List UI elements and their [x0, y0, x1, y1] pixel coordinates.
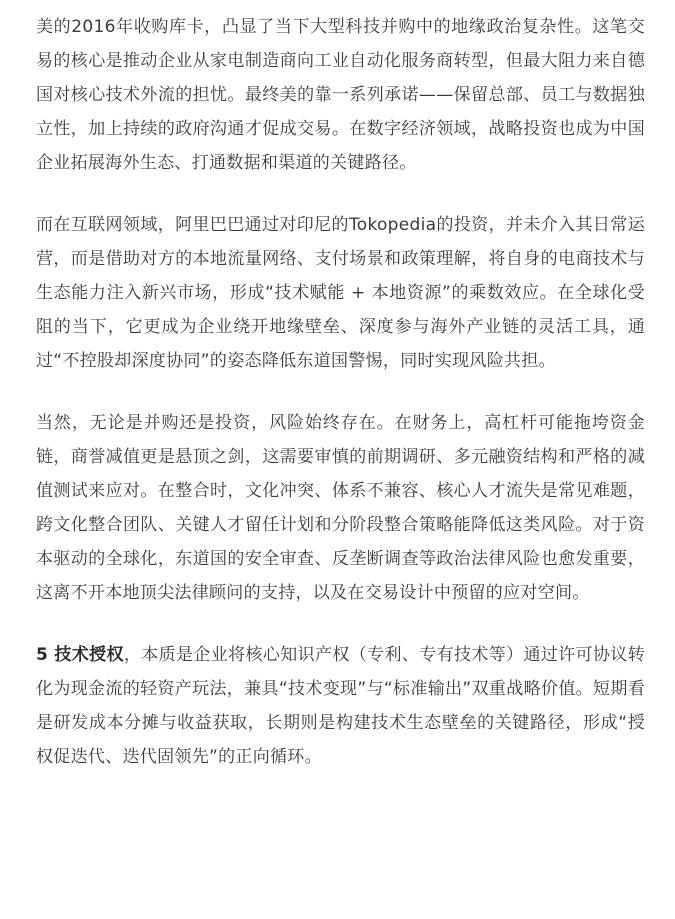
paragraph-tech-licensing	[36, 638, 645, 774]
paragraph-text: 当然，无论是并购还是投资，风险始终存在。在财务上，高杠杆可能拖垮资金链，商誉减值更是悬顶之剑，这需要审慎的前期调研、多元融资结构和严格的减值测试来应对。在整合时，文化冲突、体系不兼容、核心人才流失是常见难题，跨文化整合团队、关键人才留任计划和分阶段整合策略能降低这类风险。对于资本驱动的全球化，东道国的安全审查、反垄断调查等政治法律风险也愈发重要，这离不开本地顶尖法律顾问的支持，以及在交易设计中预留的应对空间。	[36, 413, 645, 603]
paragraph-text: ，本质是企业将核心知识产权（专利、专有技术等）通过许可协议转化为现金流的轻资产玩法，兼具“技术变现”与“标准输出”双重战略价值。短期看是研发成本分摊与收益获取，长期则是构建技术生态壁垒的关键路径，形成“授权促迭代、迭代固领先”的正向循环。	[36, 645, 646, 767]
paragraph-text: 美的2016年收购库卡，凸显了当下大型科技并购中的地缘政治复杂性。这笔交易的核心是推动企业从家电制造商向工业自动化服务商转型，但最大阻力来自德国对核心技术外流的担忧。最终美的靠一系列承诺——保留总部、员工与数据独立性，加上持续的政府沟通才促成交易。在数字经济领域，战略投资也成为中国企业拓展海外生态、打通数据和渠道的关键路径。	[36, 17, 645, 173]
paragraph-text: 而在互联网领域，阿里巴巴通过对印尼的Tokopedia的投资，并未介入其日常运营，而是借助对方的本地流量网络、支付场景和政策理解，将自身的电商技术与生态能力注入新兴市场，形成“技术赋能 + 本地资源”的乘数效应。在全球化受阻的当下，它更成为企业绕开地缘壁垒、深度参与海外产业链的灵活工具，通过“不控股却深度协同”的姿态降低东道国警惕，同时实现风险共担。	[36, 215, 645, 371]
paragraph-risks	[36, 406, 645, 610]
paragraph-midea-kuka	[36, 10, 645, 180]
section-heading: 5 技术授权	[36, 645, 124, 665]
paragraph-alibaba-tokopedia	[36, 208, 645, 378]
